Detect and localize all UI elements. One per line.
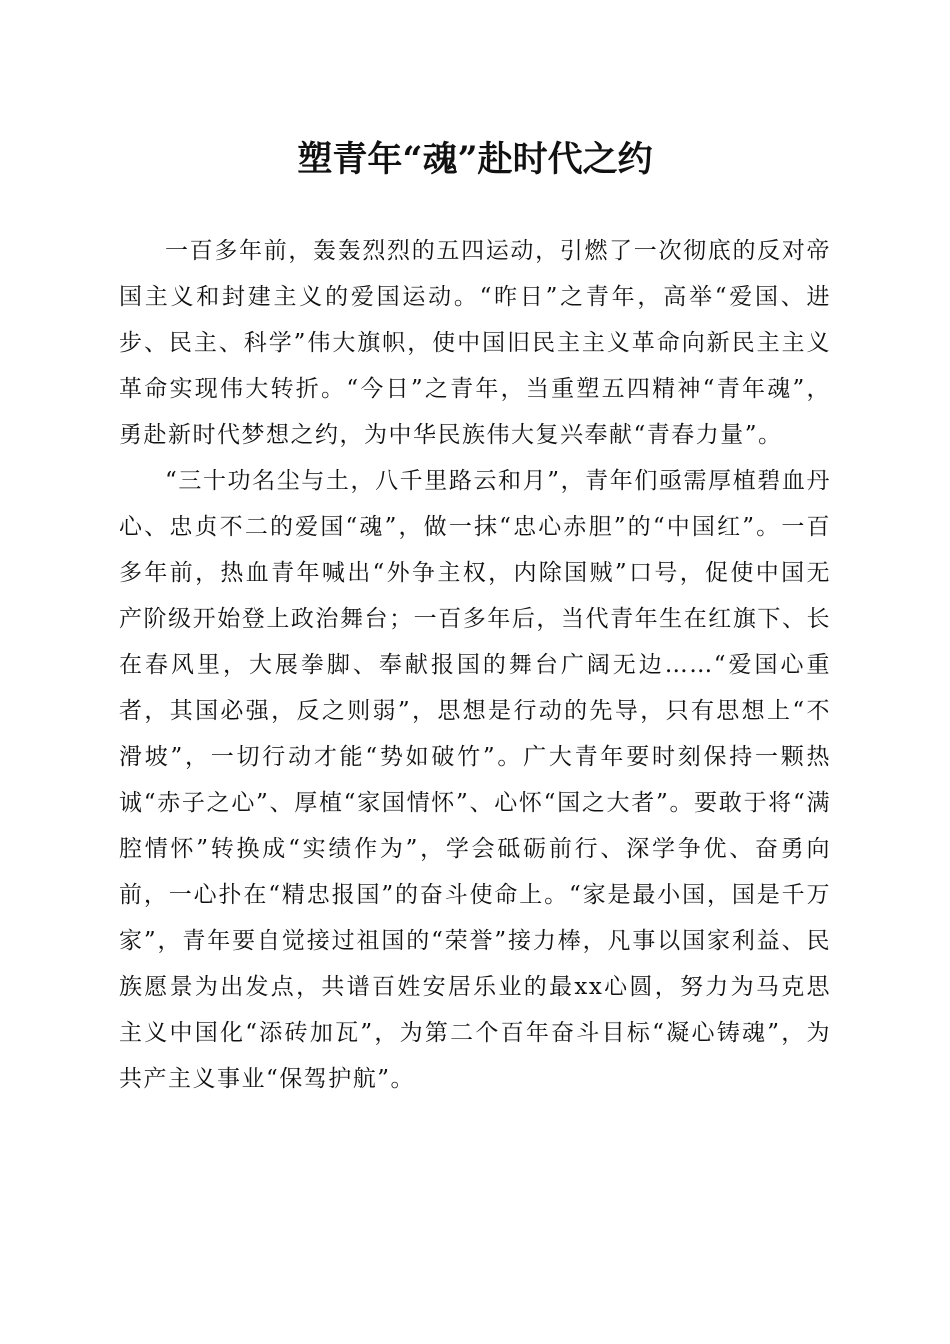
paragraph-2: “三十功名尘与土，八千里路云和月”，青年们亟需厚植碧血丹心、忠贞不二的爱国“魂”，做一抹“忠心赤胆”的“中国红”。一百多年前，热血青年喊出“外争主权，内除国贼”口号，促使中国无产阶级开始登上政治舞台；一百多年后，当代青年生在红旗下、长在春风里，大展拳脚、奉献报国的舞台广阔无边……“爱国心重者，其国必强，反之则弱”，思想是行动的先导，只有思想上“不滑坡”，一切行动才能“势如破竹”。广大青年要时刻保持一颗热诚“赤子之心”、厚植“家国情怀”、心怀“国之大者”。要敢于将“满腔情怀”转换成“实绩作为”，学会砥砺前行、深学争优、奋勇向前，一心扑在“精忠报国”的奋斗使命上。“家是最小国，国是千万家”，青年要自觉接过祖国的“荣誉”接力棒，凡事以国家利益、民族愿景为出发点，共谱百姓安居乐业的最xx心圆，努力为马克思主义中国化“添砖加瓦”，为第二个百年奋斗目标“凝心铸魂”，为共产主义事业“保驾护航”。	[119, 468, 831, 1092]
document-title: 塑青年“魂”赴时代之约	[297, 139, 653, 180]
paragraph-1: 一百多年前，轰轰烈烈的五四运动，引燃了一次彻底的反对帝国主义和封建主义的爱国运动。“昨日”之青年，高举“爱国、进步、民主、科学”伟大旗帜，使中国旧民主主义革命向新民主主义革命实现伟大转折。“今日”之青年，当重塑五四精神“青年魂”，勇赴新时代梦想之约，为中华民族伟大复兴奉献“青春力量”。	[119, 238, 831, 448]
document-body	[119, 228, 831, 1102]
